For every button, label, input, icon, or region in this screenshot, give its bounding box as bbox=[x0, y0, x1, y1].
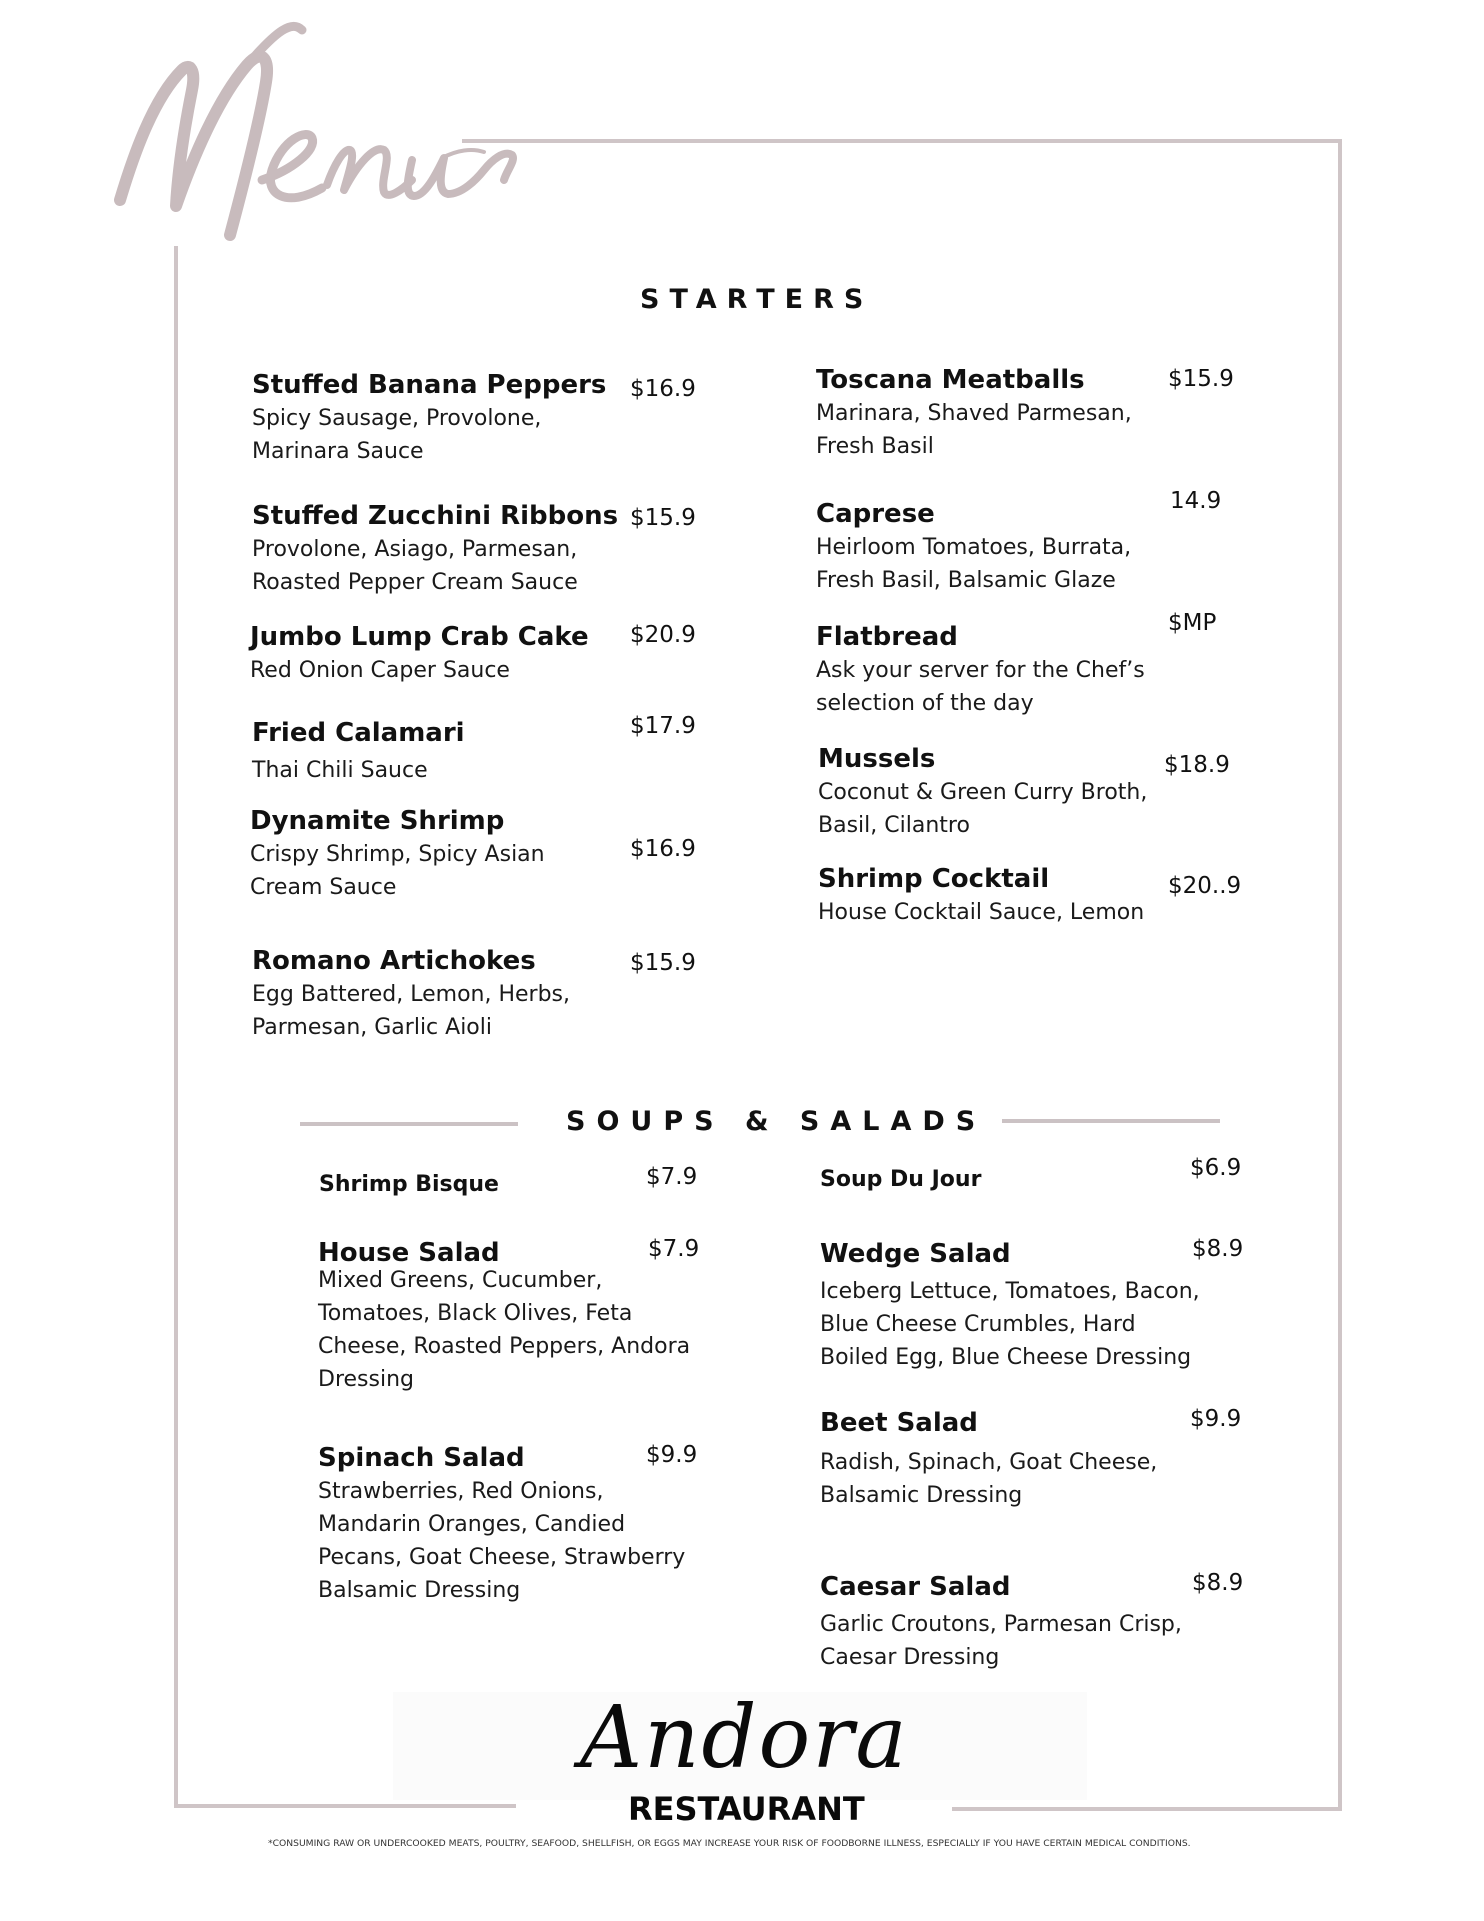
menu-item bbox=[818, 862, 1144, 929]
item-price: $17.9 bbox=[630, 713, 696, 739]
item-name: Romano Artichokes bbox=[252, 946, 536, 976]
item-desc: Garlic Croutons, Parmesan Crisp, bbox=[820, 1612, 1182, 1637]
item-name: House Salad bbox=[318, 1238, 500, 1268]
restaurant-label: RESTAURANT bbox=[628, 1790, 865, 1828]
menu-item bbox=[818, 742, 1147, 842]
item-name: Beet Salad bbox=[820, 1408, 978, 1438]
item-name: Stuffed Zucchini Ribbons bbox=[252, 501, 619, 531]
item-desc: Strawberries, Red Onions, bbox=[318, 1479, 604, 1504]
item-name: Mussels bbox=[818, 744, 936, 774]
item-desc: Tomatoes, Black Olives, Feta bbox=[318, 1301, 633, 1326]
menu-item bbox=[250, 620, 589, 687]
item-desc: Egg Battered, Lemon, Herbs, bbox=[252, 982, 571, 1007]
item-price: $8.9 bbox=[1192, 1236, 1244, 1262]
item-price: $8.9 bbox=[1192, 1570, 1244, 1596]
item-price: $16.9 bbox=[630, 376, 696, 402]
food-safety-disclaimer: *CONSUMING RAW OR UNDERCOOKED MEATS, POULTRY, SEAFOOD, SHELLFISH, OR EGGS MAY INCREASE YOUR RISK OF FOODBORNE ILLNESS, ESPECIALLY IF YOU HAVE CERTAIN MEDICAL CONDITIONS. bbox=[268, 1838, 1191, 1849]
item-name: Toscana Meatballs bbox=[816, 365, 1085, 395]
item-price: $6.9 bbox=[1190, 1155, 1242, 1181]
item-desc: Fresh Basil, Balsamic Glaze bbox=[816, 568, 1116, 593]
menu-item bbox=[820, 1163, 981, 1197]
item-price: $15.9 bbox=[630, 950, 696, 976]
menu-item bbox=[816, 363, 1132, 463]
frame-top-line bbox=[462, 139, 1342, 143]
menu-item bbox=[252, 368, 606, 468]
item-price: $MP bbox=[1168, 610, 1217, 636]
menu-script-title bbox=[112, 10, 542, 280]
item-desc: House Cocktail Sauce, Lemon bbox=[818, 900, 1145, 925]
item-desc: Heirloom Tomatoes, Burrata, bbox=[816, 535, 1132, 560]
menu-item bbox=[252, 944, 570, 1044]
menu-item bbox=[820, 1237, 1200, 1374]
item-price: $15.9 bbox=[1168, 366, 1234, 392]
item-desc: Radish, Spinach, Goat Cheese, bbox=[820, 1450, 1158, 1475]
menu-item bbox=[820, 1570, 1182, 1674]
menu-item bbox=[816, 620, 1145, 720]
item-name: Shrimp Bisque bbox=[319, 1172, 499, 1197]
item-desc: Caesar Dressing bbox=[820, 1645, 1000, 1670]
item-price: $9.9 bbox=[646, 1442, 698, 1468]
item-desc: Basil, Cilantro bbox=[818, 813, 970, 838]
frame-left-line bbox=[174, 246, 178, 1806]
item-price: $20..9 bbox=[1168, 873, 1242, 899]
item-desc: Marinara, Shaved Parmesan, bbox=[816, 401, 1132, 426]
item-desc: Iceberg Lettuce, Tomatoes, Bacon, bbox=[820, 1279, 1200, 1304]
item-desc: Balsamic Dressing bbox=[318, 1578, 521, 1603]
item-price: 14.9 bbox=[1170, 488, 1222, 514]
item-desc: selection of the day bbox=[816, 691, 1034, 716]
item-desc: Crispy Shrimp, Spicy Asian bbox=[250, 842, 545, 867]
item-name: Shrimp Cocktail bbox=[818, 864, 1050, 894]
item-price: $16.9 bbox=[630, 836, 696, 862]
item-desc: Dressing bbox=[318, 1367, 414, 1392]
divider-line-left bbox=[300, 1122, 518, 1126]
item-price: $18.9 bbox=[1164, 752, 1230, 778]
frame-bottom-left-line bbox=[174, 1804, 516, 1808]
menu-item bbox=[318, 1441, 685, 1607]
item-desc: Mandarin Oranges, Candied bbox=[318, 1512, 626, 1537]
item-desc: Fresh Basil bbox=[816, 434, 934, 459]
item-price: $20.9 bbox=[630, 622, 696, 648]
item-desc: Blue Cheese Crumbles, Hard bbox=[820, 1312, 1136, 1337]
menu-item bbox=[318, 1236, 690, 1396]
item-desc: Boiled Egg, Blue Cheese Dressing bbox=[820, 1345, 1192, 1370]
item-desc: Red Onion Caper Sauce bbox=[250, 658, 510, 683]
item-desc: Mixed Greens, Cucumber, bbox=[318, 1268, 603, 1293]
item-desc: Thai Chili Sauce bbox=[252, 758, 428, 783]
starters-title: STARTERS bbox=[640, 284, 874, 315]
menu-item bbox=[252, 499, 618, 599]
item-desc: Marinara Sauce bbox=[252, 439, 424, 464]
item-name: Spinach Salad bbox=[318, 1443, 525, 1473]
menu-item bbox=[820, 1406, 1157, 1512]
item-name: Flatbread bbox=[816, 622, 958, 652]
item-price: $9.9 bbox=[1190, 1406, 1242, 1432]
item-name: Caesar Salad bbox=[820, 1572, 1011, 1602]
item-desc: Provolone, Asiago, Parmesan, bbox=[252, 537, 578, 562]
item-desc: Ask your server for the Chef’s bbox=[816, 658, 1145, 683]
menu-item bbox=[252, 716, 465, 787]
andora-logo: Andora bbox=[580, 1688, 909, 1788]
item-name: Stuffed Banana Peppers bbox=[252, 370, 607, 400]
item-desc: Roasted Pepper Cream Sauce bbox=[252, 570, 578, 595]
item-desc: Parmesan, Garlic Aioli bbox=[252, 1015, 492, 1040]
item-name: Caprese bbox=[816, 499, 935, 529]
item-name: Wedge Salad bbox=[820, 1239, 1011, 1269]
menu-item bbox=[250, 804, 545, 904]
item-name: Dynamite Shrimp bbox=[250, 806, 505, 836]
frame-bottom-right-line bbox=[952, 1807, 1342, 1811]
item-desc: Pecans, Goat Cheese, Strawberry bbox=[318, 1545, 686, 1570]
frame-right-line bbox=[1338, 139, 1342, 1811]
item-desc: Spicy Sausage, Provolone, bbox=[252, 406, 542, 431]
item-price: $15.9 bbox=[630, 505, 696, 531]
item-desc: Balsamic Dressing bbox=[820, 1483, 1023, 1508]
divider-line-right bbox=[1002, 1119, 1220, 1123]
menu-item bbox=[319, 1168, 499, 1202]
item-name: Soup Du Jour bbox=[820, 1167, 982, 1192]
item-name: Fried Calamari bbox=[252, 718, 465, 748]
soups-salads-title: SOUPS & SALADS bbox=[566, 1106, 987, 1137]
item-price: $7.9 bbox=[646, 1164, 698, 1190]
item-desc: Cheese, Roasted Peppers, Andora bbox=[318, 1334, 691, 1359]
item-desc: Coconut & Green Curry Broth, bbox=[818, 780, 1148, 805]
item-price: $7.9 bbox=[648, 1236, 700, 1262]
item-name: Jumbo Lump Crab Cake bbox=[250, 622, 589, 652]
item-desc: Cream Sauce bbox=[250, 875, 397, 900]
menu-item bbox=[816, 497, 1131, 597]
